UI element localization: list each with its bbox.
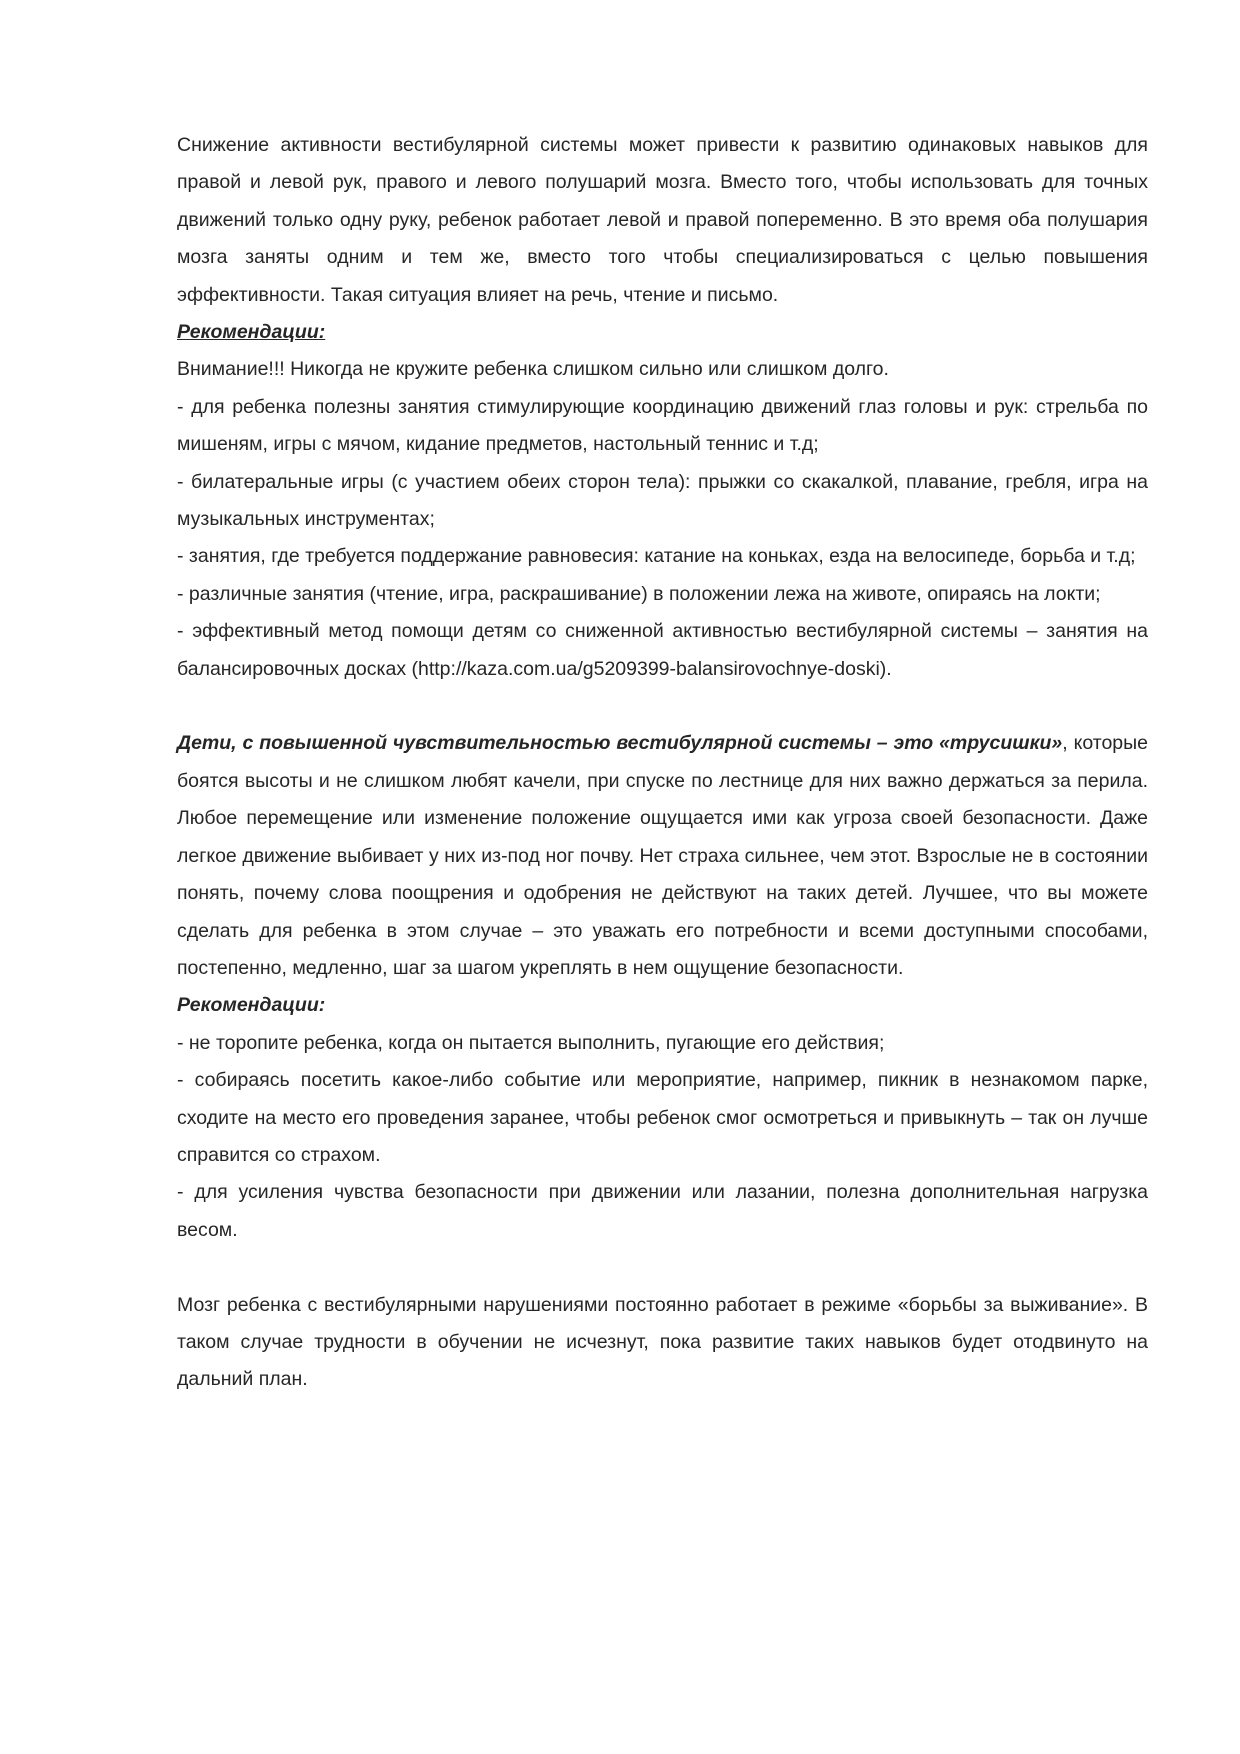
paragraph-survival-mode: Мозг ребенка с вестибулярными нарушениями постоянно работает в режиме «борьбы за выживание». В таком случае трудности в обучении не исчезнут, пока развитие таких навыков будет отодвинуто на дальний план. — [177, 1293, 1148, 1391]
list-item: - не торопите ребенка, когда он пытается выполнить, пугающие его действия; — [177, 1031, 885, 1054]
recommendations-heading-1: Рекомендации: — [177, 321, 326, 344]
list-item: - билатеральные игры (с участием обеих сторон тела): прыжки со скакалкой, плавание, гребля, игра на музыкальных инструментах; — [177, 470, 1148, 531]
paragraph-lead-bold: Дети, с повышенной чувствительностью вестибулярной системы – это «трусишки» — [177, 732, 1063, 755]
recommendations-heading-2: Рекомендации: — [177, 994, 326, 1017]
paragraph-vestibular-reduced: Снижение активности вестибулярной системы может привести к развитию одинаковых навыков для правой и левой рук, правого и левого полушарий мозга. Вместо того, чтобы использовать для точных движений только одну руку, ребенок работает левой и правой попеременно. В это время оба полушария мозга заняты одним и тем же, вместо того чтобы специализироваться с целью повышения эффективности. Такая ситуация влияет на речь, чтение и письмо. — [177, 134, 1148, 306]
spacer — [177, 1249, 1148, 1286]
paragraph-vestibular-sensitive — [177, 725, 1148, 987]
list-item: - собираясь посетить какое-либо событие или мероприятие, например, пикник в незнакомом парке, сходите на место его проведения заранее, чтобы ребенок смог осмотреться и привыкнуть – так он лучше справится со страхом. — [177, 1069, 1148, 1166]
spacer — [177, 688, 1148, 725]
list-item: - занятия, где требуется поддержание равновесия: катание на коньках, езда на велосипеде, борьба и т.д; — [177, 545, 1136, 568]
document-page — [177, 127, 1148, 1399]
list-item: - различные занятия (чтение, игра, раскрашивание) в положении лежа на животе, опираясь на локти; — [177, 582, 1101, 605]
list-item: - для ребенка полезны занятия стимулирующие координацию движений глаз головы и рук: стрельба по мишеням, игры с мячом, кидание предметов, настольный теннис и т.д; — [177, 395, 1148, 456]
list-item: - для усиления чувства безопасности при движении или лазании, полезна дополнительная нагрузка весом. — [177, 1181, 1148, 1241]
list-item-with-link: - эффективный метод помощи детям со сниженной активностью вестибулярной системы – занятия на балансировочных досках (http://kaza.com.ua/g5209399-balansirovochnye-doski). — [177, 620, 1148, 680]
paragraph-body: , которые боятся высоты и не слишком любят качели, при спуске по лестнице для них важно держаться за перила. Любое перемещение или изменение положение ощущается ими как угроза своей безопасности. Даже легкое движение выбивает у них из-под ног почву. Нет страха сильнее, чем этот. Взрослые не в состоянии понять, почему слова поощрения и одобрения не действуют на таких детей. Лучшее, что вы можете сделать для ребенка в этом случае – это уважать его потребности и всеми доступными способами, постепенно, медленно, шаг за шагом укреплять в нем ощущение безопасности. — [177, 732, 1148, 979]
warning-text: Внимание!!! Никогда не кружите ребенка слишком сильно или слишком долго. — [177, 358, 889, 381]
